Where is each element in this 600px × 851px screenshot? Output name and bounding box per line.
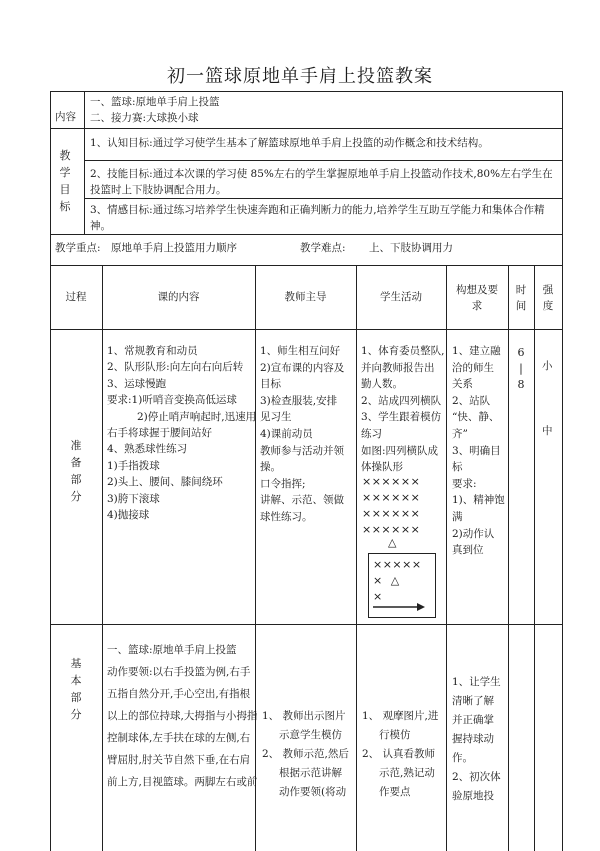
prep-teacher-line: 球性练习。 (260, 510, 313, 523)
header-content: 课的内容 (157, 291, 200, 303)
basic-teacher-line: 动作要领(将动 (279, 786, 347, 798)
col-divider (356, 265, 357, 851)
prep-student-line: 1、体育委员整队, (361, 345, 445, 357)
table-border-left (50, 91, 51, 851)
difficult-point-label: 教学难点: (300, 242, 346, 254)
prep-design-line: 3、明确目 (452, 444, 501, 457)
basic-teacher-line: 根据示范讲解 (279, 767, 342, 779)
practice-diagram-row: ××××× (373, 558, 422, 571)
basic-content-line: 臂屈肘,肘关节自然下垂,在右肩 (107, 754, 251, 766)
direction-arrow-icon (373, 603, 425, 611)
prep-phase-char: 分 (70, 490, 82, 503)
basic-content (107, 639, 257, 793)
difficult-point-text: 上、下肢协调用力 (369, 242, 453, 254)
prep-content-line: 2、队形队形:向左向右向后转 (107, 361, 244, 374)
basic-design-line: 2、初次体 (452, 771, 501, 783)
prep-student-line: 体操队形 (361, 461, 403, 474)
prep-student-line: 如图:四列横队成 (361, 444, 439, 457)
table-border-right (562, 91, 563, 851)
prep-design-line: 2)动作认 (452, 527, 495, 540)
row-divider (50, 329, 562, 330)
prep-teacher-line: 口令指挥; (260, 477, 306, 490)
basic-content-line: 前上方,目视篮球。两脚左右或前 (107, 776, 258, 788)
prep-teacher-line: 2)宣布课的内容及 (260, 361, 345, 374)
header-process: 过程 (65, 291, 87, 303)
prep-phase-char: 部 (70, 473, 82, 486)
prep-phase-label (69, 437, 83, 505)
formation-grid (362, 474, 420, 538)
prep-teacher-line: 目标 (260, 378, 281, 391)
col-divider (446, 265, 447, 851)
header-time: 时间 (515, 284, 527, 312)
prep-teacher-line: 教师参与活动并领 (260, 444, 344, 457)
basic-design-line: 并正确掌 (452, 714, 494, 726)
row-divider (84, 160, 562, 161)
header-teacher: 教师主导 (284, 291, 327, 303)
prep-content-line: 2)停止哨声响起时,迅速用 (137, 410, 257, 423)
prep-design-line: 要求: (452, 477, 477, 490)
prep-design-line: 满 (452, 510, 463, 523)
basic-content-line: 一、篮球:原地单手肩上投篮 (107, 644, 237, 656)
content-line: 一、篮球:原地单手肩上投篮 (90, 96, 220, 108)
goal-cognitive: 1、认知目标:通过学习使学生基本了解篮球原地单手肩上投篮的动作概念和技术结构。 (90, 137, 489, 149)
practice-diagram-row: × (373, 590, 383, 603)
basic-design-line: 1、让学生 (452, 676, 501, 688)
prep-content-line: 4)抛接球 (107, 509, 150, 522)
content-label: 内容 (55, 111, 76, 123)
prep-design-line: 1)、精神饱 (452, 494, 505, 507)
basic-teacher-line: 1、 教师出示图片 (262, 710, 346, 722)
basic-phase-char: 部 (70, 691, 82, 704)
basic-student-line: 示范,熟记动 (379, 767, 435, 779)
prep-content-line: 3)胯下滚球 (107, 492, 160, 505)
prep-design-line: 齐” (452, 427, 468, 440)
formation-row: ×××××× (362, 507, 421, 520)
basic-teacher-line: 示意学生模仿 (279, 729, 342, 741)
prep-design-line: 真到位 (452, 544, 484, 557)
prep-time-char: 8 (517, 378, 525, 391)
basic-design-line: 验原地投 (452, 790, 494, 802)
prep-content-line: 3、运球慢跑 (107, 377, 167, 390)
prep-teacher-line: 3)检查服装,安排 (260, 394, 338, 407)
basic-phase-label (69, 655, 83, 723)
basic-phase-char: 本 (70, 674, 82, 687)
prep-teacher (260, 343, 344, 526)
prep-content-line: 2)头上、腰间、膝间绕环 (107, 476, 223, 489)
formation-row: ×××××× (362, 523, 421, 536)
goals-label-char: 标 (59, 200, 71, 213)
prep-student-line: 并向教师报告出 (361, 361, 435, 374)
prep-student-line: 勤人数。 (361, 378, 403, 391)
header-student: 学生活动 (380, 291, 422, 303)
row-divider (50, 234, 562, 235)
header-design: 构想及要求 (456, 284, 498, 312)
prep-content-line: 要求:1)听哨音变换高低运球 (107, 394, 237, 407)
content-line: 二、接力赛:大球换小球 (90, 112, 199, 124)
basic-content-line: 动作要领:以右手投篮为例,右手 (107, 666, 251, 678)
row-divider (50, 128, 562, 129)
basic-teacher (262, 707, 349, 802)
key-point-text: 原地单手肩上投篮用力顺序 (111, 242, 237, 254)
goals-label-char: 目 (59, 183, 71, 196)
prep-design-line: 关系 (452, 378, 473, 391)
col-divider (534, 265, 535, 851)
formation-row: ×××××× (362, 491, 421, 504)
goal-skill: 2、技能目标:通过本次课的学习使 85%左右的学生掌握原地单手肩上投篮动作技术,80%左右学生在投篮时上下肢协调配合用力。 (90, 168, 553, 196)
prep-phase-char: 备 (70, 456, 82, 469)
prep-content-line: 1、常规教育和动员 (107, 345, 198, 357)
basic-student (362, 707, 438, 802)
basic-design-line: 握持球动 (452, 733, 494, 745)
page-title: 初一篮球原地单手肩上投篮教案 (167, 66, 433, 87)
prep-time-char: 6 (517, 346, 525, 359)
basic-design-line: 清晰了解 (452, 695, 494, 707)
row-divider (84, 198, 562, 199)
prep-teacher-line: 1、师生相互问好 (260, 345, 341, 357)
basic-design-line: 作。 (452, 752, 473, 764)
row-divider (50, 624, 562, 625)
basic-content-line: 控制球体,左手扶在球的左侧,右 (107, 732, 251, 744)
prep-design (452, 343, 505, 559)
prep-teacher-line: 4)课前动员 (260, 427, 313, 440)
prep-student-line: 练习 (361, 427, 382, 440)
col-divider (84, 91, 85, 234)
practice-diagram-row: × △ (373, 574, 400, 587)
prep-intensity-low: 小 (542, 360, 553, 372)
prep-design-line: 标 (452, 461, 463, 474)
basic-student-line: 1、 观摩图片,进 (362, 710, 439, 722)
col-divider (102, 265, 103, 851)
prep-time (514, 345, 528, 393)
prep-student-line: 3、学生跟着模仿 (361, 411, 442, 424)
practice-diagram (373, 557, 422, 605)
basic-phase-char: 基 (70, 657, 82, 670)
basic-phase-char: 分 (70, 708, 82, 721)
basic-student-line: 作要点 (379, 786, 411, 798)
header-intensity: 强度 (542, 284, 554, 312)
prep-time-char: | (519, 362, 523, 375)
prep-content-line: 4、熟悉球性练习 (107, 443, 188, 456)
col-divider (508, 265, 509, 851)
goals-label-char: 教 (59, 149, 71, 162)
prep-design-line: 洽的师生 (452, 361, 494, 374)
prep-design-line: “快、静、 (452, 411, 500, 424)
key-point-label: 教学重点: (55, 242, 101, 254)
basic-teacher-line: 2、 教师示范,然后 (262, 748, 349, 760)
goals-label-char: 学 (59, 166, 71, 179)
prep-design-line: 2、站队 (452, 394, 491, 407)
table-border-top (50, 91, 562, 92)
row-divider (50, 265, 562, 266)
prep-phase-char: 准 (70, 439, 82, 452)
basic-content-line: 以上的部位持球,大拇指与小拇指 (107, 710, 258, 722)
basic-design (452, 673, 501, 806)
teacher-position-mark: △ (388, 536, 397, 549)
goals-label (58, 147, 72, 215)
prep-content-line: 右手将球握于腰间站好 (107, 427, 212, 440)
prep-teacher-line: 操。 (260, 461, 281, 474)
prep-teacher-line: 讲解、示范、领做 (260, 494, 344, 507)
basic-student-line: 2、 认真看教师 (362, 748, 436, 760)
formation-row: ×××××× (362, 475, 421, 488)
goal-emotion: 3、情感目标:通过练习培养学生快速奔跑和正确判断力的能力,培养学生互助互学能力和集体合作精神。 (90, 204, 545, 232)
prep-student-line: 2、站成四列横队 (361, 394, 442, 407)
prep-student (361, 343, 445, 476)
prep-design-line: 1、建立融 (452, 345, 501, 357)
prep-teacher-line: 见习生 (260, 411, 292, 424)
prep-content (107, 343, 256, 523)
basic-student-line: 行模仿 (379, 729, 411, 741)
basic-content-line: 五指自然分开,手心空出,有指根 (107, 688, 251, 700)
prep-intensity-mid: 中 (542, 425, 553, 437)
prep-content-line: 1)手指拨球 (107, 459, 160, 472)
